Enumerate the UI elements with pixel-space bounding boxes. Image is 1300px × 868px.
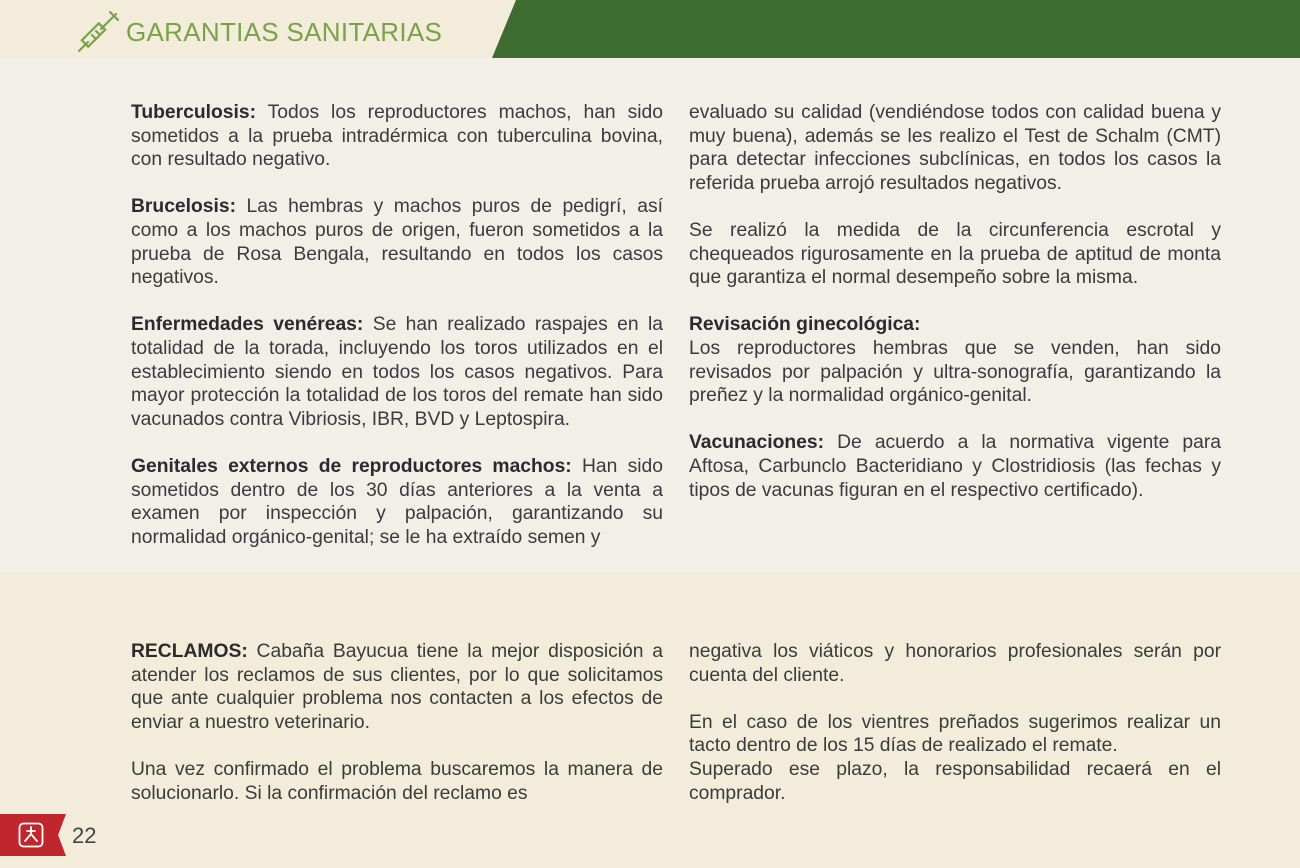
venereas-paragraph [131, 313, 663, 431]
upper-left-column [131, 101, 663, 573]
brucelosis-paragraph [131, 195, 663, 289]
page-number: 22 [72, 823, 97, 848]
lower-right-column [689, 640, 1221, 829]
genitales-heading: Genitales externos de reproductores machos: [131, 455, 572, 477]
semen-evaluation-paragraph: evaluado su calidad (vendiéndose todos con calidad buena y muy buena), además se les realizo el Test de Schalm (CMT) para detectar infecciones subclínicas, en todos los casos la referida prueba arrojó resultados negativos. [689, 102, 1221, 194]
genitales-paragraph [131, 455, 663, 549]
tacto-paragraph: En el caso de los vientres preñados sugerimos realizar un tacto dentro de los 15 días de realizado el remate. [689, 711, 1221, 757]
genitales-text: Han sido sometidos dentro de los 30 días anteriores a la venta a examen por inspección y palpación, garantizando su normalidad orgánico-genital; se le ha extraído semen y [131, 455, 663, 548]
tuberculosis-text: Todos los reproductores machos, han sido sometidos a la prueba intradérmica con tuberculina bovina, con resultado negativo. [131, 102, 663, 171]
confirmacion-paragraph: Una vez confirmado el problema buscaremos la manera de solucionarlo. Si la confirmación del reclamo es [131, 758, 663, 804]
page-title: GARANTIAS SANITARIAS [126, 17, 443, 47]
tuberculosis-heading: Tuberculosis: [131, 102, 256, 123]
vacunaciones-text: De acuerdo a la normativa vigente para Aftosa, Carbunclo Bacteridiano y Clostridiosis (las fechas y tipos de vacunas figuran en el respectivo certificado). [689, 432, 1221, 501]
ginecologica-text: Los reproductores hembras que se venden, han sido revisados por palpación y ultra-sonografía, garantizando la preñez y la normalidad orgánico-genital. [689, 337, 1221, 407]
ginecologica-paragraph [689, 313, 1221, 407]
escrotal-paragraph: Se realizó la medida de la circunferencia escrotal y chequeados rigurosamente en la prueba de aptitud de monta que garantiza el normal desempeño sobre la misma. [689, 219, 1221, 289]
lower-left-column [131, 640, 663, 829]
syringe-icon [76, 8, 122, 54]
upper-right-column [689, 101, 1221, 526]
logo-icon [18, 822, 44, 848]
ginecologica-heading: Revisación ginecológica: [689, 314, 921, 336]
reclamos-heading: RECLAMOS: [131, 641, 248, 662]
viaticos-paragraph: negativa los viáticos y honorarios profesionales serán por cuenta del cliente. [689, 641, 1221, 686]
venereas-heading: Enfermedades venéreas: [131, 314, 364, 336]
brucelosis-text: Las hembras y machos puros de pedigrí, así como a los machos puros de origen, fueron sometidos a la prueba de Rosa Bengala, resultando en todos los casos negativos. [131, 196, 663, 289]
reclamos-paragraph [131, 640, 663, 734]
tuberculosis-paragraph [131, 101, 663, 172]
header-green-band [492, 0, 1300, 58]
plazo-paragraph: Superado ese plazo, la responsabilidad recaerá en el comprador. [689, 758, 1221, 804]
vacunaciones-paragraph [689, 431, 1221, 502]
reclamos-text: Cabaña Bayucua tiene la mejor disposición a atender los reclamos de sus clientes, por lo que solicitamos que ante cualquier problema nos contacten a los efectos de enviar a nuestro veterinario. [131, 641, 663, 733]
brucelosis-heading: Brucelosis: [131, 196, 237, 218]
venereas-text: Se han realizado raspajes en la totalidad de la torada, incluyendo los toros utilizados en el establecimiento siendo en todos los casos negativos. Para mayor protección la totalidad de los toros del remate han sido vacunados contra Vibriosis, IBR, BVD y Leptospira. [131, 314, 663, 430]
vacunaciones-heading: Vacunaciones: [689, 432, 825, 454]
page-header [0, 0, 1300, 58]
